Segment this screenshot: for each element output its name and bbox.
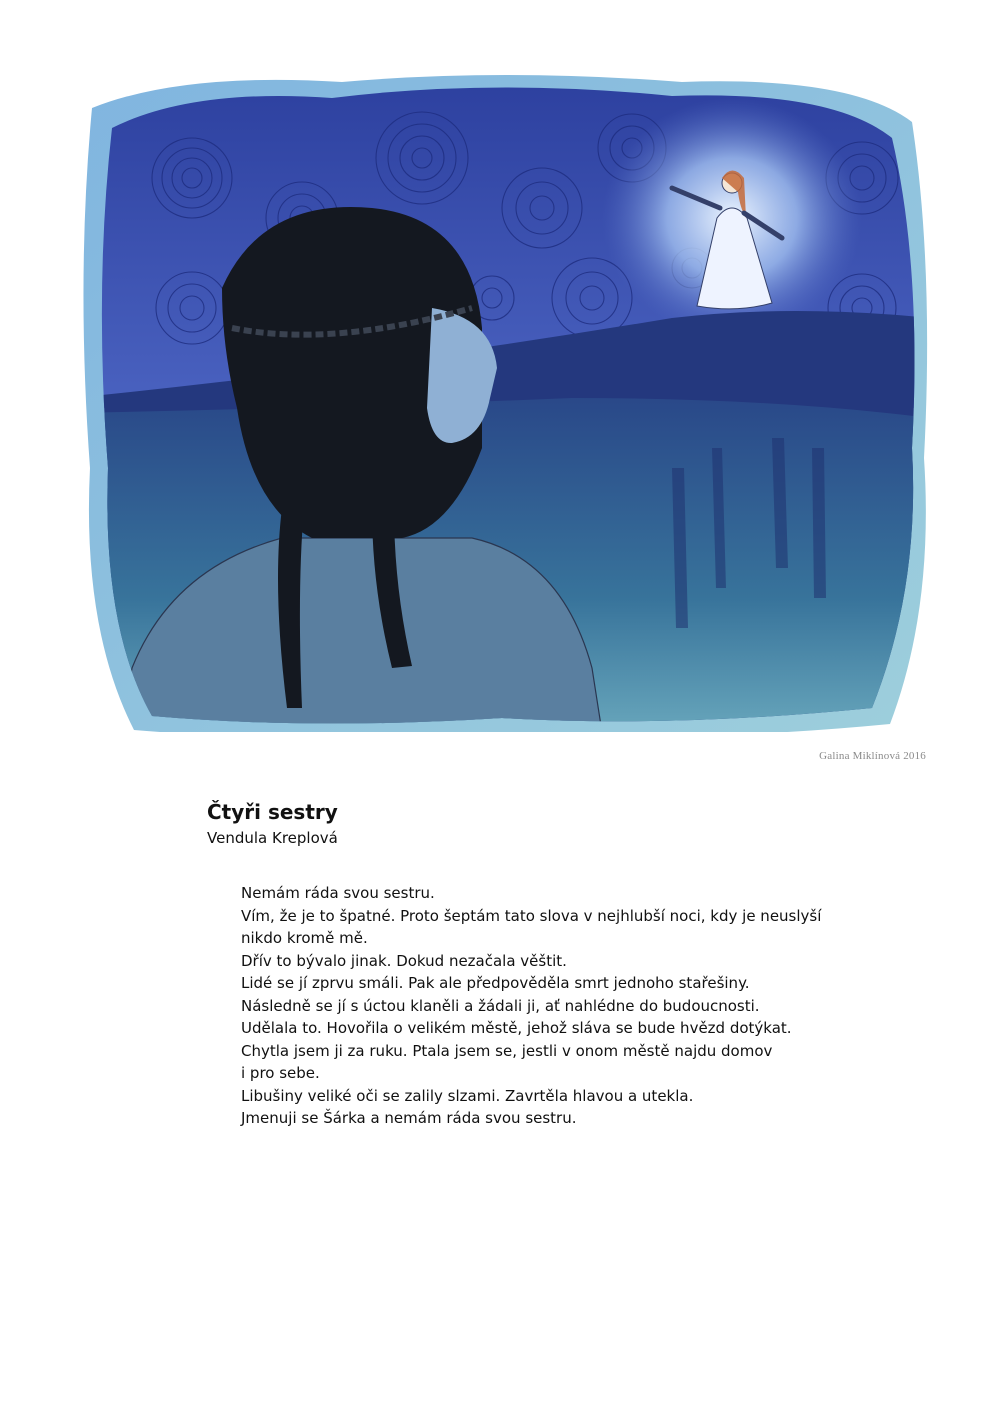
- poem-text: [241, 882, 881, 1130]
- poem-line: Následně se jí s úctou klaněli a žádali ji, ať nahlédne do budoucnosti.: [241, 996, 760, 1015]
- illustration: [72, 68, 930, 732]
- poem-line: i pro sebe.: [241, 1064, 320, 1082]
- poem-line: Dřív to bývalo jinak. Dokud nezačala věštit.: [241, 951, 567, 970]
- poem-line: Jmenuji se Šárka a nemám ráda svou sestru.: [241, 1109, 577, 1127]
- poem-line: Nemám ráda svou sestru.: [241, 884, 435, 902]
- poem-line: Chytla jsem ji za ruku. Ptala jsem se, jestli v onom městě najdu domov: [241, 1041, 773, 1060]
- illustration-painting: [72, 68, 930, 732]
- illustration-credit: Galina Miklínová 2016: [819, 750, 926, 762]
- poem-line: nikdo kromě mě.: [241, 929, 368, 947]
- poem-line: Udělala to. Hovořila o velikém městě, jehož sláva se bude hvězd dotýkat.: [241, 1019, 792, 1037]
- poem-line: Vím, že je to špatné. Proto šeptám tato slova v nejhlubší noci, kdy je neuslyší: [241, 906, 822, 925]
- poem-title: Čtyři sestry: [207, 800, 338, 824]
- poem-line: Lidé se jí zprvu smáli. Pak ale předpověděla smrt jednoho stařešiny.: [241, 974, 750, 992]
- poem-author: Vendula Kreplová: [207, 829, 338, 847]
- poem-line: Libušiny veliké oči se zalily slzami. Zavrtěla hlavou a utekla.: [241, 1086, 694, 1105]
